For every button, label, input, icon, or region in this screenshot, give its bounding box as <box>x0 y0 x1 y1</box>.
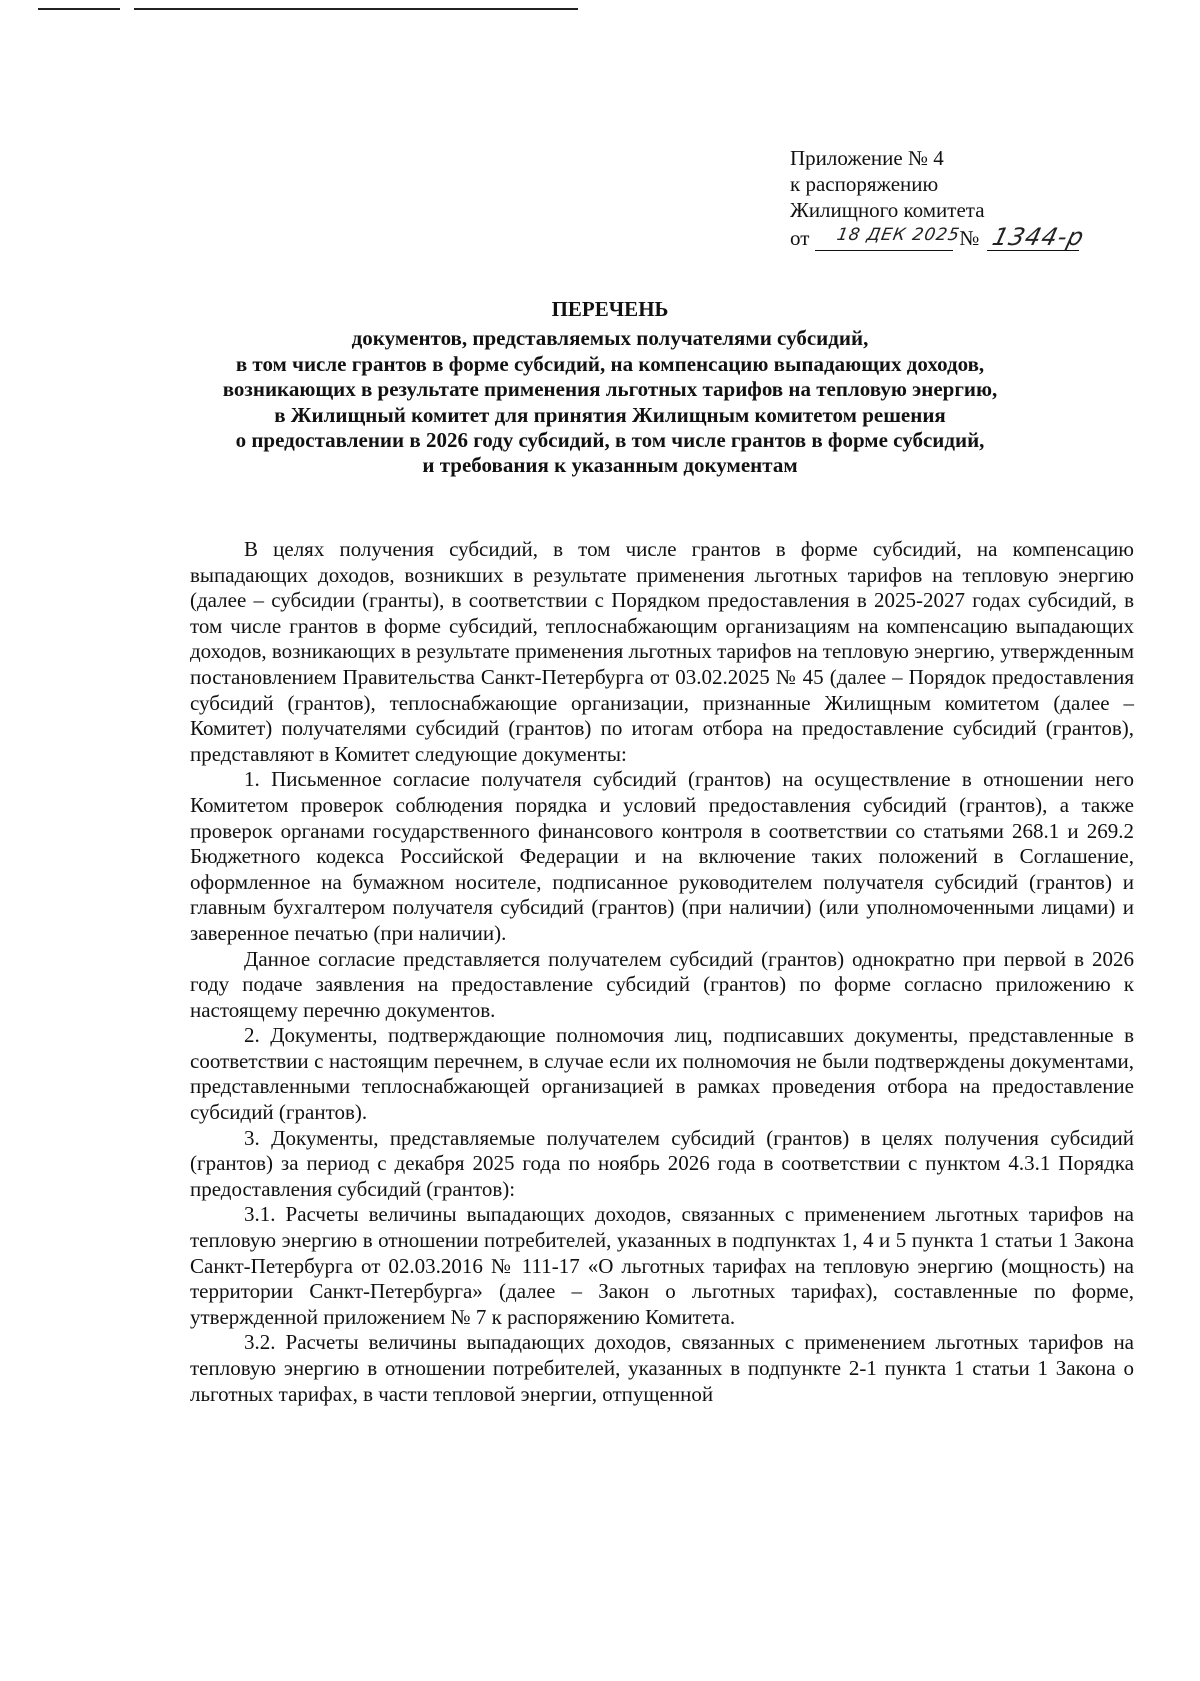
title-main: ПЕРЕЧЕНЬ <box>551 297 669 321</box>
title-line: документов, представляемых получателями субсидий, <box>351 326 869 351</box>
paragraph-item-2: 2. Документы, подтверждающие полномочия лиц, подписавших документы, представленные в соответствии с настоящим перечнем, в случае если их полномочия не были подтверждены документами, представленными теплоснабжающей организацией в рамках проведения отбора на предоставление субсидий (грантов). <box>190 1023 1134 1125</box>
document-body <box>190 537 1134 1407</box>
number-label: № <box>959 226 980 250</box>
top-scan-line <box>38 8 578 10</box>
top-scan-line-gap <box>120 8 134 10</box>
annex-to-order: к распоряжению <box>790 172 939 196</box>
handwritten-date: 18 ДЕК 2025 <box>835 225 962 245</box>
annex-date-line <box>790 223 1180 251</box>
from-label: от <box>790 226 810 250</box>
annex-header <box>790 145 1180 251</box>
number-field <box>987 223 1088 251</box>
paragraph-item-1: 1. Письменное согласие получателя субсидий (грантов) на осуществление в отношении него Комитетом проверок соблюдения порядка и условий предоставления субсидий (грантов), а также проверок органами государственного финансового контроля в соответствии со статьями 268.1 и 269.2 Бюджетного кодекса Российской Федерации и на включение таких положений в Соглашение, оформленное на бумажном носителе, подписанное руководителем получателя субсидий (грантов) и главным бухгалтером получателя субсидий (грантов) (при наличии) (или уполномоченными лицами) и заверенное печатью (при наличии). <box>190 767 1134 945</box>
title-line: возникающих в результате применения льготных тарифов на тепловую энергию, <box>222 377 998 402</box>
title-line: в Жилищный комитет для принятия Жилищным комитетом решения <box>274 402 946 427</box>
document-title <box>120 297 1100 479</box>
title-line: в том числе грантов в форме субсидий, на компенсацию выпадающих доходов, <box>235 351 985 376</box>
handwritten-number: 1344-р <box>989 223 1088 251</box>
annex-number: Приложение № 4 <box>790 146 944 170</box>
title-line: о предоставлении в 2026 году субсидий, в том числе грантов в форме субсидий, <box>235 428 985 453</box>
title-line: и требования к указанным документам <box>422 453 798 478</box>
paragraph-item-3: 3. Документы, представляемые получателем субсидий (грантов) в целях получения субсидий (грантов) за период с декабря 2025 года по ноябрь 2026 года в соответствии с пунктом 4.3.1 Порядка предоставления субсидий (грантов): <box>190 1125 1134 1201</box>
paragraph-consent-note: Данное согласие представляется получателем субсидий (грантов) однократно при первой в 2026 году подаче заявления на предоставление субсидий (грантов) по форме согласно приложению к настоящему перечню документов. <box>190 946 1134 1022</box>
paragraph-item-3-1: 3.1. Расчеты величины выпадающих доходов, связанных с применением льготных тарифов на тепловую энергию в отношении потребителей, указанных в подпунктах 1, 4 и 5 пункта 1 статьи 1 Закона Санкт-Петербурга от 02.03.2016 № 111-17 «О льготных тарифах на тепловую энергию (мощность) на территории Санкт-Петербурга» (далее – Закон о льготных тарифах), составленные по форме, утвержденной приложением № 7 к распоряжению Комитета. <box>190 1202 1134 1329</box>
date-field <box>815 225 962 251</box>
paragraph-item-3-2: 3.2. Расчеты величины выпадающих доходов, связанных с применением льготных тарифов на тепловую энергию в отношении потребителей, указанных в подпункте 2-1 пункта 1 статьи 1 Закона о льготных тарифах, в части тепловой энергии, отпущенной <box>190 1330 1134 1406</box>
annex-committee: Жилищного комитета <box>790 198 985 222</box>
paragraph-intro: В целях получения субсидий, в том числе грантов в форме субсидий, на компенсацию выпадающих доходов, возникших в результате применения льготных тарифов на тепловую энергию (далее – субсидии (гранты), в соответствии с Порядком предоставления в 2025-2027 годах субсидий, в том числе грантов в форме субсидий, теплоснабжающим организациям на компенсацию выпадающих доходов, возникающих в результате применения льготных тарифов на тепловую энергию, утвержденным постановлением Правительства Санкт-Петербурга от 03.02.2025 № 45 (далее – Порядок предоставления субсидий (грантов), теплоснабжающие организации, признанные Жилищным комитетом (далее – Комитет) получателями субсидий (грантов) по итогам отбора на предоставление субсидий (грантов), представляют в Комитет следующие документы: <box>190 537 1134 766</box>
